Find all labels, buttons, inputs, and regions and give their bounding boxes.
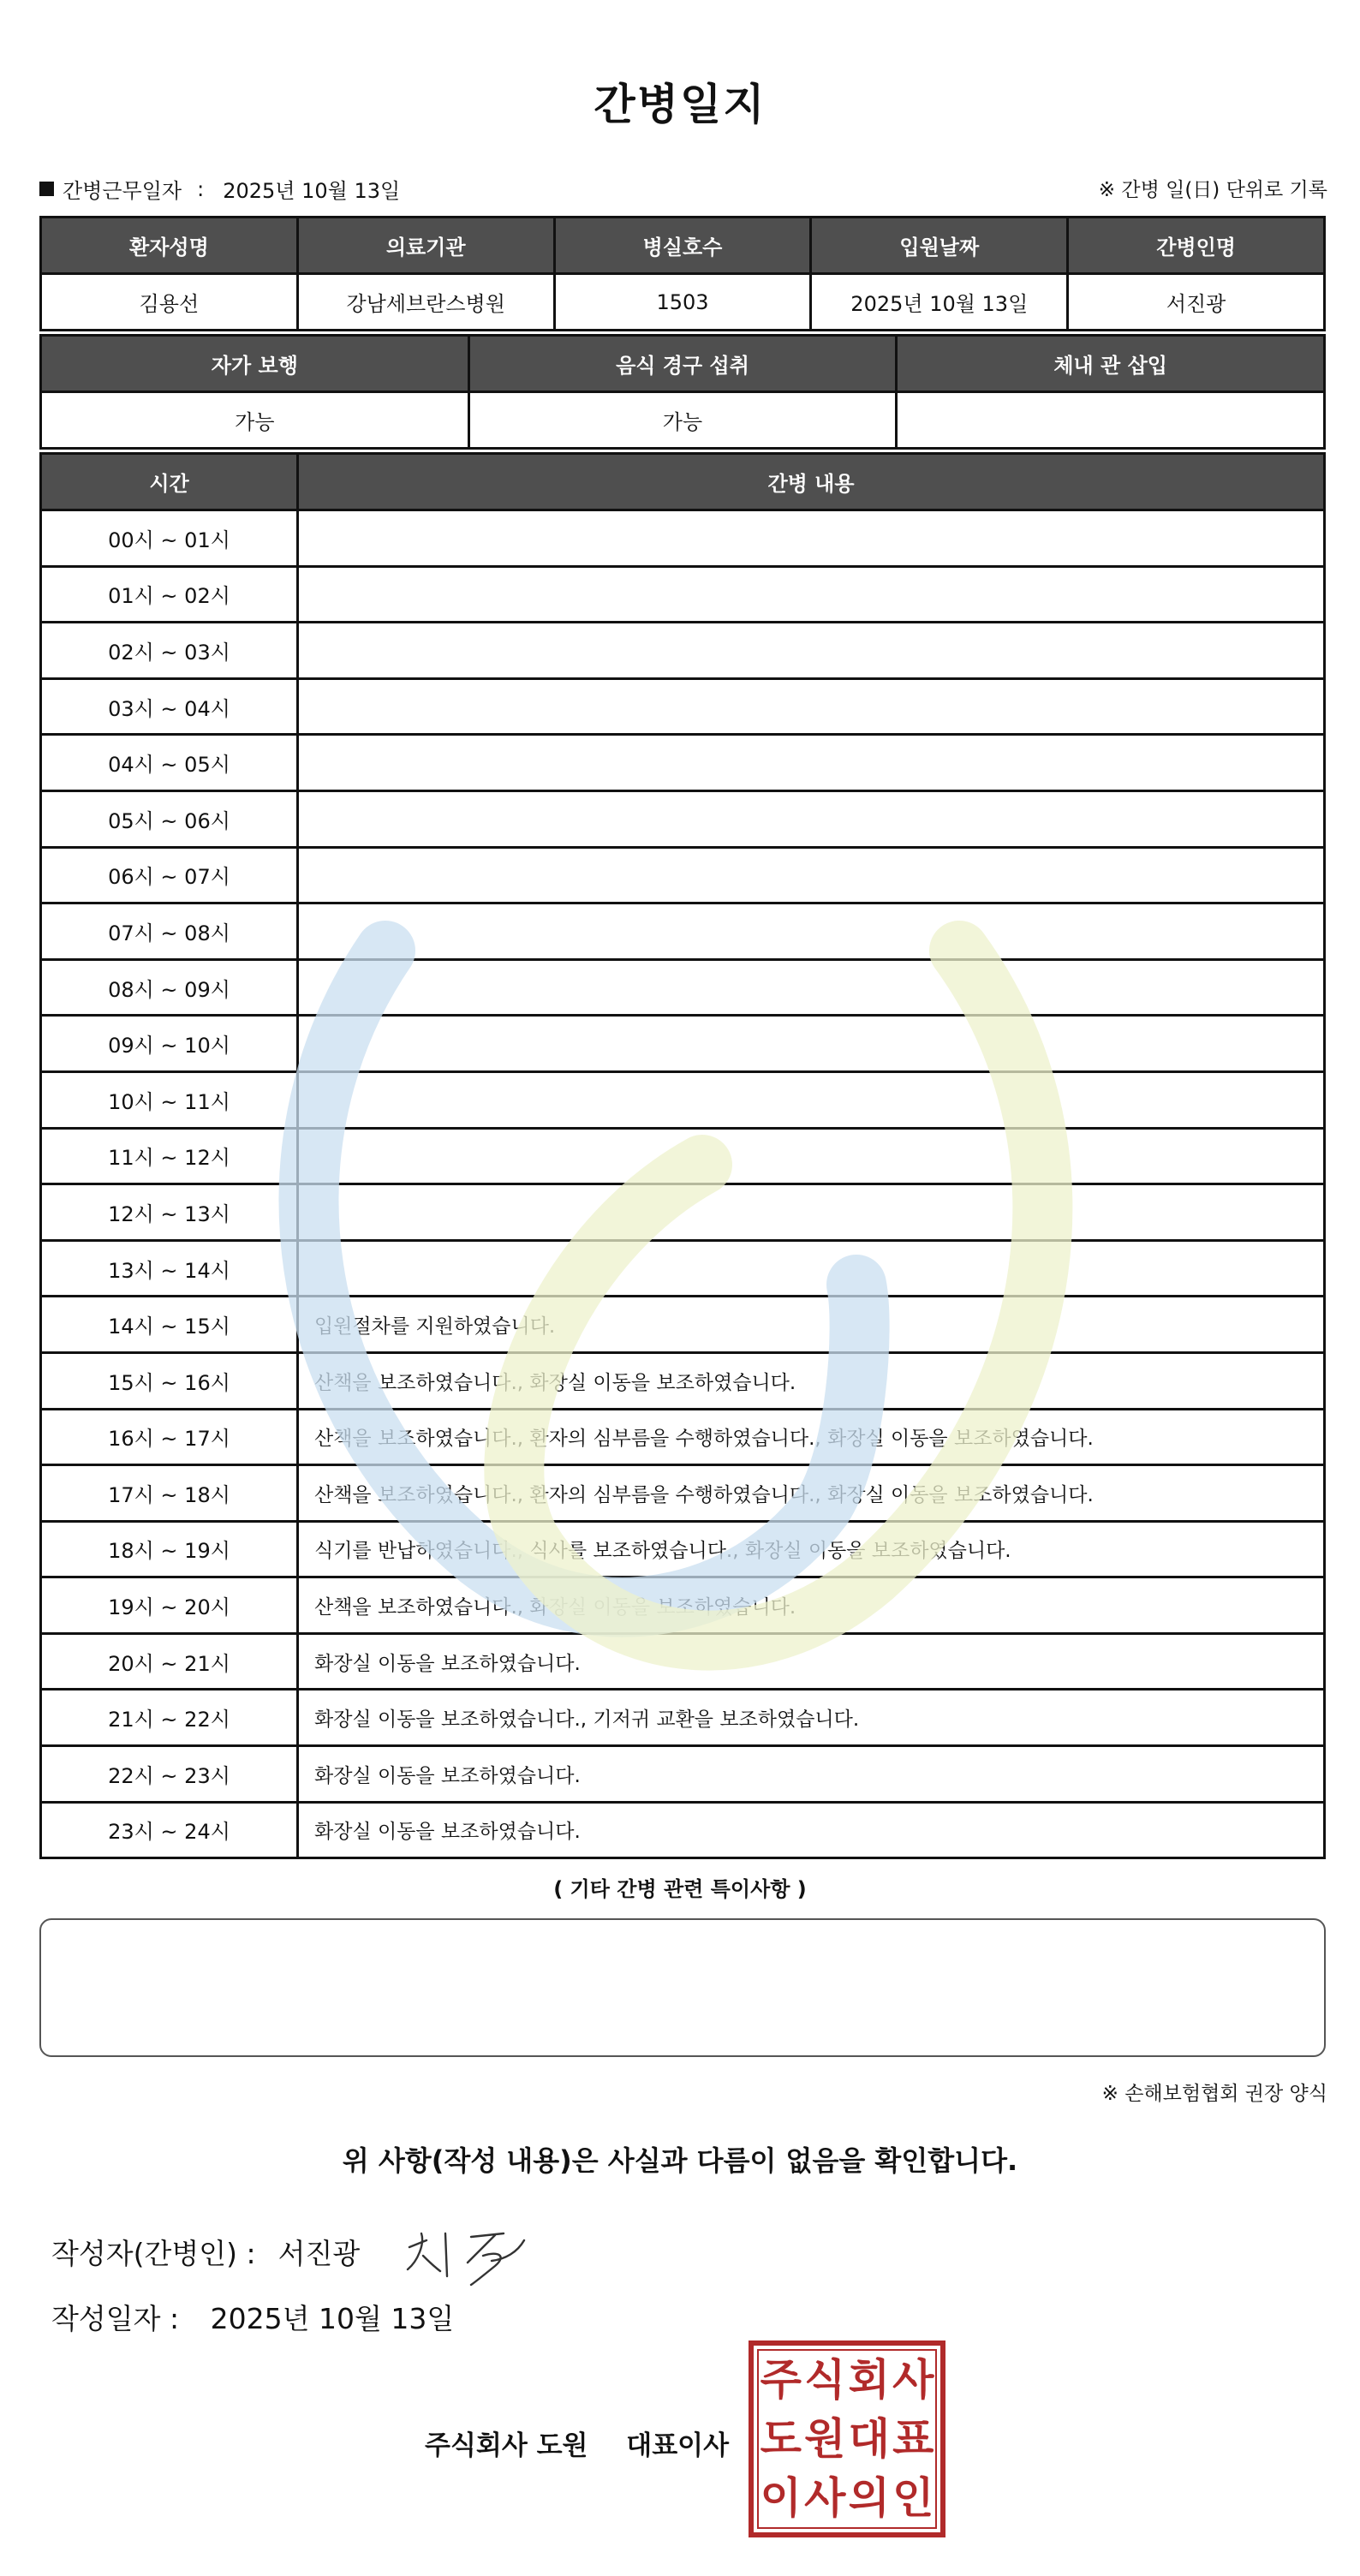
content-cell <box>298 1184 1325 1241</box>
time-cell: 19시 ~ 20시 <box>41 1577 298 1634</box>
care-log-table <box>39 452 1326 1859</box>
header-caregiver: 간병인명 <box>1068 218 1325 274</box>
patient-name: 김용선 <box>41 274 298 331</box>
time-cell: 00시 ~ 01시 <box>41 510 298 567</box>
time-cell: 08시 ~ 09시 <box>41 959 298 1016</box>
time-cell: 09시 ~ 10시 <box>41 1016 298 1072</box>
time-cell: 03시 ~ 04시 <box>41 678 298 735</box>
time-cell: 01시 ~ 02시 <box>41 566 298 623</box>
content-cell <box>298 847 1325 903</box>
patient-info-value-row <box>41 274 1325 331</box>
table-row <box>41 1633 1325 1690</box>
time-cell: 23시 ~ 24시 <box>41 1802 298 1858</box>
header-admission-date: 입원날짜 <box>811 218 1068 274</box>
content-cell <box>298 1240 1325 1297</box>
table-row <box>41 790 1325 847</box>
company-name: 주식회사 도원 <box>425 2430 588 2461</box>
seal-char: 인 <box>892 2472 934 2523</box>
table-row <box>41 1128 1325 1184</box>
header-time: 시간 <box>41 454 298 510</box>
time-cell: 12시 ~ 13시 <box>41 1184 298 1241</box>
table-row <box>41 1409 1325 1465</box>
table-row <box>41 959 1325 1016</box>
tube-insertion-value <box>897 392 1325 449</box>
seal-char: 대 <box>848 2412 890 2464</box>
content-cell <box>298 678 1325 735</box>
work-date-value: 2025년 10월 13일 <box>223 179 401 203</box>
writing-date-label: 작성일자 : <box>51 2302 180 2335</box>
time-cell: 07시 ~ 08시 <box>41 903 298 960</box>
time-cell: 22시 ~ 23시 <box>41 1746 298 1803</box>
table-row <box>41 1184 1325 1241</box>
seal-char: 도 <box>760 2412 802 2464</box>
seal-char: 이 <box>760 2472 802 2523</box>
kfia-note: ※ 손해보험협회 권장 양식 <box>1101 2083 1327 2105</box>
writing-date-row <box>51 2297 454 2337</box>
confirmation-statement: 위 사항(작성 내용)은 사실과 다름이 없음을 확인합니다. <box>342 2144 1018 2177</box>
work-date-row <box>39 174 400 204</box>
signature-icon <box>403 2221 540 2290</box>
table-row <box>41 1690 1325 1746</box>
patient-status-table <box>39 334 1326 450</box>
header-oral-intake: 음식 경구 섭취 <box>468 336 897 392</box>
seal-char: 표 <box>892 2412 934 2464</box>
table-row <box>41 847 1325 903</box>
room-number: 1503 <box>554 274 811 331</box>
content-cell <box>298 510 1325 567</box>
content-cell <box>298 735 1325 791</box>
hospital-name: 강남세브란스병원 <box>297 274 554 331</box>
care-log-header-row <box>41 454 1325 510</box>
content-cell: 산책을 보조하였습니다., 환자의 심부름을 수행하였습니다., 화장실 이동을 보조하였습니다. <box>298 1409 1325 1465</box>
header-hospital: 의료기관 <box>297 218 554 274</box>
header-room: 병실호수 <box>554 218 811 274</box>
table-row <box>41 1297 1325 1353</box>
seal-char: 의 <box>848 2472 890 2523</box>
content-cell <box>298 903 1325 960</box>
table-row <box>41 903 1325 960</box>
bullet-square-icon <box>39 182 54 196</box>
writer-label: 작성자(간병인) : <box>51 2237 256 2270</box>
time-cell: 16시 ~ 17시 <box>41 1409 298 1465</box>
special-notes-box <box>39 1918 1326 2057</box>
content-cell <box>298 959 1325 1016</box>
seal-char: 사 <box>892 2354 934 2406</box>
patient-status-header-row <box>41 336 1325 392</box>
time-cell: 13시 ~ 14시 <box>41 1240 298 1297</box>
time-cell: 17시 ~ 18시 <box>41 1465 298 1522</box>
table-row <box>41 735 1325 791</box>
time-cell: 14시 ~ 15시 <box>41 1297 298 1353</box>
time-cell: 11시 ~ 12시 <box>41 1128 298 1184</box>
writer-name: 서진광 <box>277 2237 361 2270</box>
work-date-label: 간병근무일자 <box>63 179 182 203</box>
time-cell: 04시 ~ 05시 <box>41 735 298 791</box>
ceo-title: 대표이사 <box>626 2430 730 2461</box>
content-cell: 산책을 보조하였습니다., 화장실 이동을 보조하였습니다. <box>298 1577 1325 1634</box>
time-cell: 15시 ~ 16시 <box>41 1352 298 1409</box>
time-cell: 10시 ~ 11시 <box>41 1071 298 1128</box>
patient-status-value-row <box>41 392 1325 449</box>
table-row <box>41 1465 1325 1522</box>
time-cell: 06시 ~ 07시 <box>41 847 298 903</box>
content-cell <box>298 790 1325 847</box>
writing-date-value: 2025년 10월 13일 <box>210 2302 455 2335</box>
oral-intake-value: 가능 <box>468 392 897 449</box>
admission-date: 2025년 10월 13일 <box>811 274 1068 331</box>
table-row <box>41 678 1325 735</box>
time-cell: 20시 ~ 21시 <box>41 1633 298 1690</box>
content-cell <box>298 1071 1325 1128</box>
header-care-content: 간병 내용 <box>298 454 1325 510</box>
content-cell <box>298 1016 1325 1072</box>
header-tube-insertion: 체내 관 삽입 <box>897 336 1325 392</box>
special-notes-title: ( 기타 간병 관련 특이사항 ) <box>553 1877 807 1901</box>
time-cell: 21시 ~ 22시 <box>41 1690 298 1746</box>
patient-info-table <box>39 216 1326 331</box>
table-row <box>41 1352 1325 1409</box>
content-cell: 입원절차를 지원하였습니다. <box>298 1297 1325 1353</box>
table-row <box>41 510 1325 567</box>
patient-info-header-row <box>41 218 1325 274</box>
header-patient-name: 환자성명 <box>41 218 298 274</box>
table-row <box>41 1240 1325 1297</box>
table-row <box>41 1746 1325 1803</box>
table-row <box>41 1577 1325 1634</box>
content-cell <box>298 1128 1325 1184</box>
content-cell: 산책을 보조하였습니다., 화장실 이동을 보조하였습니다. <box>298 1352 1325 1409</box>
table-row <box>41 1802 1325 1858</box>
seal-char: 식 <box>804 2354 846 2406</box>
content-cell: 산책을 보조하였습니다., 환자의 심부름을 수행하였습니다., 화장실 이동을 보조하였습니다. <box>298 1465 1325 1522</box>
seal-char: 회 <box>848 2354 890 2406</box>
seal-char: 주 <box>760 2354 802 2406</box>
company-seal-stamp <box>749 2340 945 2537</box>
content-cell: 화장실 이동을 보조하였습니다. <box>298 1633 1325 1690</box>
table-row <box>41 1521 1325 1577</box>
walking-value: 가능 <box>41 392 469 449</box>
document-title: 간병일지 <box>594 80 766 129</box>
time-cell: 18시 ~ 19시 <box>41 1521 298 1577</box>
time-cell: 02시 ~ 03시 <box>41 623 298 679</box>
caregiver-name: 서진광 <box>1068 274 1325 331</box>
unit-note: ※ 간병 일(日) 단위로 기록 <box>1098 179 1327 201</box>
content-cell <box>298 566 1325 623</box>
content-cell <box>298 623 1325 679</box>
seal-char: 원 <box>804 2412 846 2464</box>
content-cell: 식기를 반납하였습니다., 식사를 보조하였습니다., 화장실 이동을 보조하였습니다. <box>298 1521 1325 1577</box>
table-row <box>41 1016 1325 1072</box>
work-date-colon: : <box>197 176 205 201</box>
content-cell: 화장실 이동을 보조하였습니다. <box>298 1746 1325 1803</box>
header-walking: 자가 보행 <box>41 336 469 392</box>
company-line <box>425 2424 729 2462</box>
table-row <box>41 623 1325 679</box>
content-cell: 화장실 이동을 보조하였습니다., 기저귀 교환을 보조하였습니다. <box>298 1690 1325 1746</box>
content-cell: 화장실 이동을 보조하였습니다. <box>298 1802 1325 1858</box>
table-row <box>41 1071 1325 1128</box>
seal-char: 사 <box>804 2472 846 2523</box>
time-cell: 05시 ~ 06시 <box>41 790 298 847</box>
writer-row <box>51 2232 360 2272</box>
table-row <box>41 566 1325 623</box>
